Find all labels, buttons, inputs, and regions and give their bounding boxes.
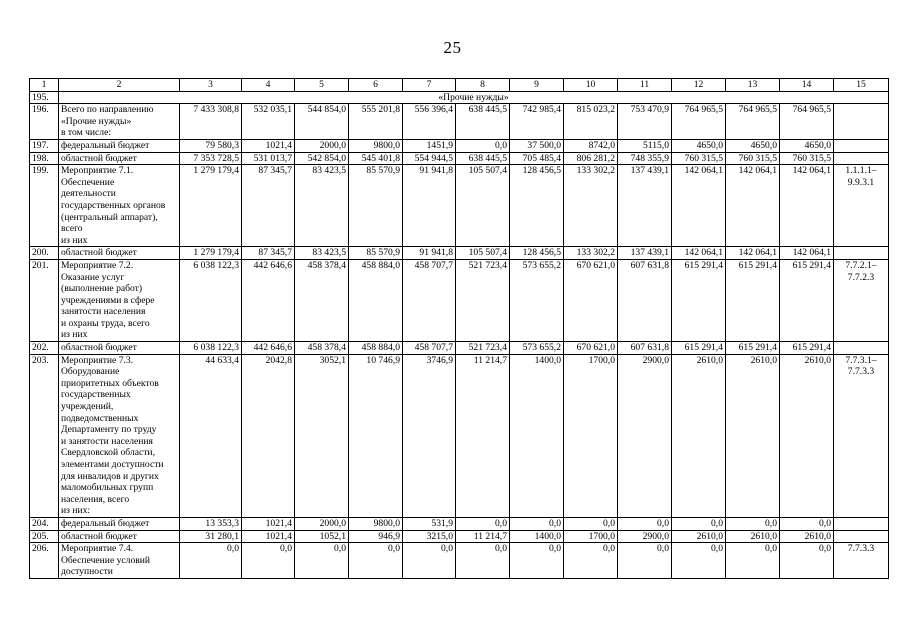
value-cell: 1700,0 bbox=[564, 530, 618, 543]
value-cell: 815 023,2 bbox=[564, 104, 618, 140]
value-cell: 4650,0 bbox=[672, 139, 726, 152]
target-code: 1.1.1.1– 9.9.3.1 bbox=[834, 165, 889, 247]
value-cell: 1400,0 bbox=[510, 354, 564, 517]
value-cell: 542 854,0 bbox=[295, 152, 349, 165]
value-cell: 615 291,4 bbox=[726, 342, 780, 355]
value-cell: 2042,8 bbox=[242, 354, 295, 517]
value-cell: 615 291,4 bbox=[780, 259, 834, 341]
value-cell: 0,0 bbox=[510, 517, 564, 530]
value-cell: 615 291,4 bbox=[672, 342, 726, 355]
row-number: 199. bbox=[30, 165, 59, 247]
value-cell: 133 302,2 bbox=[564, 247, 618, 260]
target-code bbox=[834, 139, 889, 152]
value-cell: 2610,0 bbox=[672, 530, 726, 543]
value-cell: 3746,9 bbox=[403, 354, 456, 517]
column-number: 4 bbox=[242, 79, 295, 92]
value-cell: 13 353,3 bbox=[180, 517, 242, 530]
value-cell: 615 291,4 bbox=[672, 259, 726, 341]
value-cell: 2900,0 bbox=[618, 530, 672, 543]
value-cell: 1021,4 bbox=[242, 139, 295, 152]
value-cell: 2900,0 bbox=[618, 354, 672, 517]
value-cell: 87 345,7 bbox=[242, 165, 295, 247]
target-code bbox=[834, 104, 889, 140]
column-number: 13 bbox=[726, 79, 780, 92]
row-number: 197. bbox=[30, 139, 59, 152]
value-cell: 11 214,7 bbox=[456, 354, 510, 517]
target-code bbox=[834, 152, 889, 165]
value-cell: 0,0 bbox=[456, 517, 510, 530]
value-cell: 946,9 bbox=[349, 530, 403, 543]
value-cell: 142 064,1 bbox=[780, 247, 834, 260]
value-cell: 521 723,4 bbox=[456, 259, 510, 341]
row-number: 200. bbox=[30, 247, 59, 260]
value-cell: 137 439,1 bbox=[618, 247, 672, 260]
value-cell: 91 941,8 bbox=[403, 247, 456, 260]
value-cell: 3215,0 bbox=[403, 530, 456, 543]
value-cell: 7 433 308,8 bbox=[180, 104, 242, 140]
row-label: областной бюджет bbox=[59, 530, 180, 543]
value-cell: 458 378,4 bbox=[295, 342, 349, 355]
value-cell: 670 621,0 bbox=[564, 342, 618, 355]
column-number: 12 bbox=[672, 79, 726, 92]
value-cell: 11 214,7 bbox=[456, 530, 510, 543]
value-cell: 142 064,1 bbox=[726, 165, 780, 247]
value-cell: 4650,0 bbox=[726, 139, 780, 152]
value-cell: 6 038 122,3 bbox=[180, 259, 242, 341]
value-cell: 85 570,9 bbox=[349, 247, 403, 260]
value-cell: 0,0 bbox=[672, 543, 726, 579]
value-cell: 31 280,1 bbox=[180, 530, 242, 543]
column-number: 2 bbox=[59, 79, 180, 92]
row-number: 196. bbox=[30, 104, 59, 140]
value-cell: 531,9 bbox=[403, 517, 456, 530]
row-label: Мероприятие 7.3. Оборудование приоритетных объектов государственных учреждений, подведомственных Департаменту по труду и занятости населения Свердловской области, элементами доступности для инвалидов и других маломобильных групп населения, всего из них: bbox=[59, 354, 180, 517]
value-cell: 142 064,1 bbox=[672, 247, 726, 260]
value-cell: 0,0 bbox=[564, 517, 618, 530]
value-cell: 0,0 bbox=[564, 543, 618, 579]
table-row bbox=[30, 259, 889, 341]
value-cell: 764 965,5 bbox=[672, 104, 726, 140]
target-code bbox=[834, 247, 889, 260]
value-cell: 0,0 bbox=[780, 517, 834, 530]
column-number: 9 bbox=[510, 79, 564, 92]
value-cell: 83 423,5 bbox=[295, 165, 349, 247]
value-cell: 458 707,7 bbox=[403, 259, 456, 341]
value-cell: 9800,0 bbox=[349, 139, 403, 152]
value-cell: 85 570,9 bbox=[349, 165, 403, 247]
value-cell: 1 279 179,4 bbox=[180, 165, 242, 247]
value-cell: 7 353 728,5 bbox=[180, 152, 242, 165]
table-row bbox=[30, 139, 889, 152]
value-cell: 442 646,6 bbox=[242, 259, 295, 341]
value-cell: 742 985,4 bbox=[510, 104, 564, 140]
table-row bbox=[30, 104, 889, 140]
value-cell: 0,0 bbox=[726, 543, 780, 579]
table-row bbox=[30, 165, 889, 247]
table-row bbox=[30, 543, 889, 579]
target-code bbox=[834, 342, 889, 355]
value-cell: 0,0 bbox=[349, 543, 403, 579]
value-cell: 442 646,6 bbox=[242, 342, 295, 355]
row-number: 204. bbox=[30, 517, 59, 530]
table-row bbox=[30, 530, 889, 543]
table-row bbox=[30, 354, 889, 517]
column-number: 10 bbox=[564, 79, 618, 92]
value-cell: 521 723,4 bbox=[456, 342, 510, 355]
value-cell: 0,0 bbox=[295, 543, 349, 579]
row-number: 202. bbox=[30, 342, 59, 355]
table-row bbox=[30, 342, 889, 355]
row-number: 205. bbox=[30, 530, 59, 543]
column-number: 14 bbox=[780, 79, 834, 92]
column-number: 7 bbox=[403, 79, 456, 92]
row-label: федеральный бюджет bbox=[59, 517, 180, 530]
value-cell: 133 302,2 bbox=[564, 165, 618, 247]
value-cell: 5115,0 bbox=[618, 139, 672, 152]
section-row bbox=[30, 91, 889, 104]
value-cell: 607 631,8 bbox=[618, 259, 672, 341]
value-cell: 760 315,5 bbox=[780, 152, 834, 165]
value-cell: 142 064,1 bbox=[726, 247, 780, 260]
value-cell: 79 580,3 bbox=[180, 139, 242, 152]
row-label: Мероприятие 7.1. Обеспечение деятельности государственных органов (центральный аппарат), всего из них bbox=[59, 165, 180, 247]
value-cell: 638 445,5 bbox=[456, 152, 510, 165]
row-number: 203. bbox=[30, 354, 59, 517]
value-cell: 615 291,4 bbox=[726, 259, 780, 341]
row-label: федеральный бюджет bbox=[59, 139, 180, 152]
value-cell: 1400,0 bbox=[510, 530, 564, 543]
value-cell: 2610,0 bbox=[780, 354, 834, 517]
value-cell: 142 064,1 bbox=[780, 165, 834, 247]
value-cell: 2610,0 bbox=[726, 354, 780, 517]
value-cell: 105 507,4 bbox=[456, 165, 510, 247]
value-cell: 531 013,7 bbox=[242, 152, 295, 165]
value-cell: 0,0 bbox=[242, 543, 295, 579]
value-cell: 137 439,1 bbox=[618, 165, 672, 247]
value-cell: 142 064,1 bbox=[672, 165, 726, 247]
value-cell: 458 378,4 bbox=[295, 259, 349, 341]
page-number: 25 bbox=[443, 38, 462, 57]
value-cell: 87 345,7 bbox=[242, 247, 295, 260]
value-cell: 544 854,0 bbox=[295, 104, 349, 140]
value-cell: 764 965,5 bbox=[780, 104, 834, 140]
value-cell: 0,0 bbox=[456, 543, 510, 579]
column-number: 8 bbox=[456, 79, 510, 92]
target-code: 7.7.3.3 bbox=[834, 543, 889, 579]
value-cell: 555 201,8 bbox=[349, 104, 403, 140]
column-number: 1 bbox=[30, 79, 59, 92]
value-cell: 748 355,9 bbox=[618, 152, 672, 165]
value-cell: 615 291,4 bbox=[780, 342, 834, 355]
value-cell: 3052,1 bbox=[295, 354, 349, 517]
value-cell: 2000,0 bbox=[295, 139, 349, 152]
column-number: 3 bbox=[180, 79, 242, 92]
target-code bbox=[834, 530, 889, 543]
column-number: 5 bbox=[295, 79, 349, 92]
value-cell: 573 655,2 bbox=[510, 259, 564, 341]
section-title: «Прочие нужды» bbox=[59, 91, 889, 104]
row-number: 195. bbox=[30, 91, 59, 104]
value-cell: 1 279 179,4 bbox=[180, 247, 242, 260]
value-cell: 545 401,8 bbox=[349, 152, 403, 165]
value-cell: 764 965,5 bbox=[726, 104, 780, 140]
row-label: областной бюджет bbox=[59, 247, 180, 260]
value-cell: 705 485,4 bbox=[510, 152, 564, 165]
value-cell: 0,0 bbox=[510, 543, 564, 579]
value-cell: 6 038 122,3 bbox=[180, 342, 242, 355]
column-number: 6 bbox=[349, 79, 403, 92]
table-row bbox=[30, 517, 889, 530]
value-cell: 44 633,4 bbox=[180, 354, 242, 517]
value-cell: 607 631,8 bbox=[618, 342, 672, 355]
value-cell: 9800,0 bbox=[349, 517, 403, 530]
target-code: 7.7.2.1– 7.7.2.3 bbox=[834, 259, 889, 341]
value-cell: 83 423,5 bbox=[295, 247, 349, 260]
row-number: 206. bbox=[30, 543, 59, 579]
target-code bbox=[834, 517, 889, 530]
row-label: Всего по направлению «Прочие нужды» в том числе: bbox=[59, 104, 180, 140]
value-cell: 1021,4 bbox=[242, 530, 295, 543]
value-cell: 91 941,8 bbox=[403, 165, 456, 247]
value-cell: 128 456,5 bbox=[510, 165, 564, 247]
value-cell: 1021,4 bbox=[242, 517, 295, 530]
value-cell: 1700,0 bbox=[564, 354, 618, 517]
value-cell: 8742,0 bbox=[564, 139, 618, 152]
row-number: 198. bbox=[30, 152, 59, 165]
column-number-row bbox=[30, 79, 889, 92]
value-cell: 532 035,1 bbox=[242, 104, 295, 140]
value-cell: 753 470,9 bbox=[618, 104, 672, 140]
value-cell: 458 707,7 bbox=[403, 342, 456, 355]
value-cell: 2000,0 bbox=[295, 517, 349, 530]
value-cell: 0,0 bbox=[618, 517, 672, 530]
value-cell: 670 621,0 bbox=[564, 259, 618, 341]
value-cell: 105 507,4 bbox=[456, 247, 510, 260]
value-cell: 760 315,5 bbox=[672, 152, 726, 165]
row-label: областной бюджет bbox=[59, 152, 180, 165]
value-cell: 1451,9 bbox=[403, 139, 456, 152]
budget-table bbox=[29, 78, 889, 579]
column-number: 11 bbox=[618, 79, 672, 92]
value-cell: 0,0 bbox=[726, 517, 780, 530]
value-cell: 554 944,5 bbox=[403, 152, 456, 165]
value-cell: 0,0 bbox=[403, 543, 456, 579]
value-cell: 806 281,2 bbox=[564, 152, 618, 165]
value-cell: 556 396,4 bbox=[403, 104, 456, 140]
value-cell: 0,0 bbox=[180, 543, 242, 579]
value-cell: 0,0 bbox=[672, 517, 726, 530]
value-cell: 4650,0 bbox=[780, 139, 834, 152]
row-label: областной бюджет bbox=[59, 342, 180, 355]
row-label: Мероприятие 7.2. Оказание услуг (выполнение работ) учреждениями в сфере занятости населения и охраны труда, всего из них bbox=[59, 259, 180, 341]
value-cell: 760 315,5 bbox=[726, 152, 780, 165]
value-cell: 0,0 bbox=[456, 139, 510, 152]
row-number: 201. bbox=[30, 259, 59, 341]
value-cell: 37 500,0 bbox=[510, 139, 564, 152]
column-number: 15 bbox=[834, 79, 889, 92]
value-cell: 0,0 bbox=[780, 543, 834, 579]
value-cell: 638 445,5 bbox=[456, 104, 510, 140]
row-label: Мероприятие 7.4. Обеспечение условий доступности bbox=[59, 543, 180, 579]
value-cell: 458 884,0 bbox=[349, 342, 403, 355]
value-cell: 2610,0 bbox=[780, 530, 834, 543]
value-cell: 0,0 bbox=[618, 543, 672, 579]
value-cell: 573 655,2 bbox=[510, 342, 564, 355]
value-cell: 458 884,0 bbox=[349, 259, 403, 341]
value-cell: 2610,0 bbox=[726, 530, 780, 543]
table-row bbox=[30, 247, 889, 260]
value-cell: 10 746,9 bbox=[349, 354, 403, 517]
target-code: 7.7.3.1– 7.7.3.3 bbox=[834, 354, 889, 517]
value-cell: 1052,1 bbox=[295, 530, 349, 543]
value-cell: 2610,0 bbox=[672, 354, 726, 517]
table-row bbox=[30, 152, 889, 165]
value-cell: 128 456,5 bbox=[510, 247, 564, 260]
